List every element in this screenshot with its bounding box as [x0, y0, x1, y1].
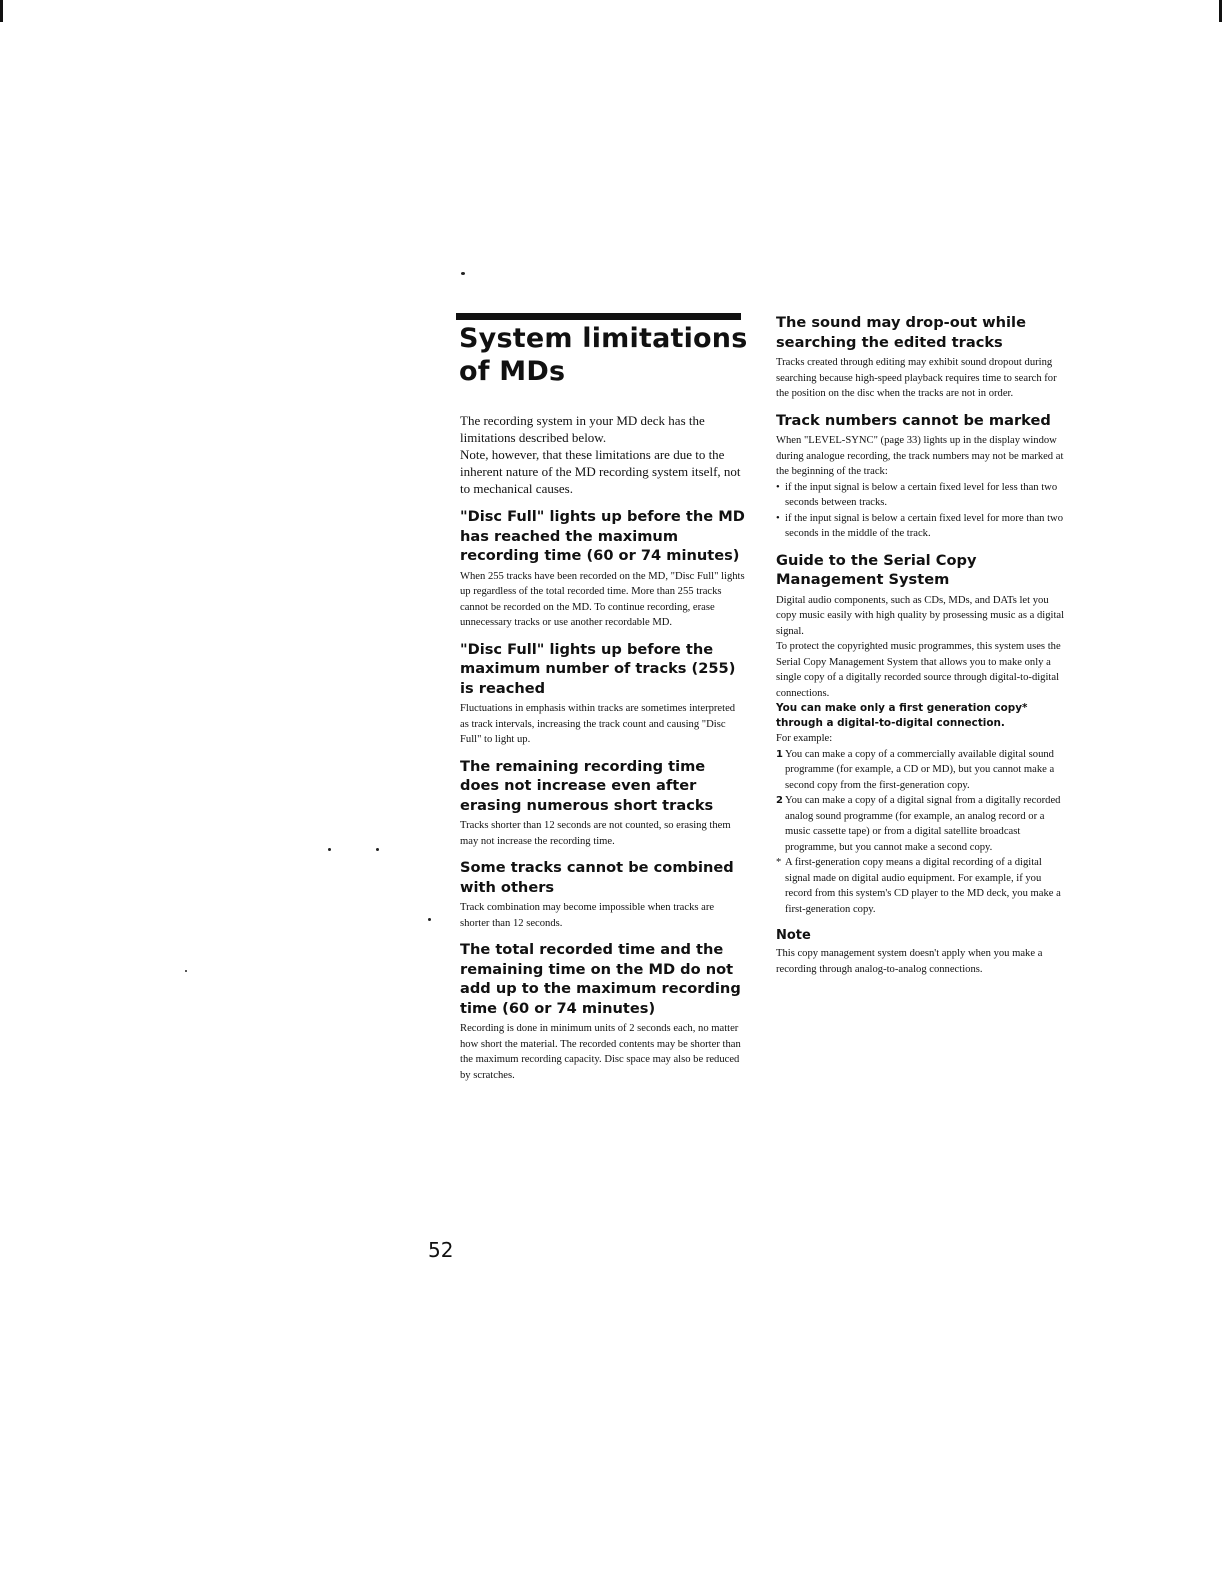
section-heading: The total recorded time and the remaining time on the MD do not add up to the maximum recording time (60 or 74 minutes): [460, 941, 741, 1017]
section-body: [460, 1021, 746, 1083]
footnote-text: A first-generation copy means a digital recording of a digital signal made on digital audio equipment. For example, if you record from this system's CD player to the MD deck, you make a first-generation copy.: [785, 857, 1061, 915]
section-heading: The sound may drop-out while searching the edited tracks: [776, 314, 1026, 351]
footnote-mark: *: [776, 857, 782, 868]
section-body: [460, 900, 746, 931]
section-paragraph: Tracks created through editing may exhibit sound dropout during searching because high-speed playback requires time to search for the position on the disc when the tracks are not in order.: [776, 357, 1057, 399]
item-number: 2: [776, 795, 783, 806]
scan-speck: [428, 918, 431, 921]
bullet-item: • if the input signal is below a certain fixed level for more than two seconds in the middle of the track.: [776, 511, 1066, 542]
scan-edge-mark: [1219, 0, 1222, 22]
note-heading: Note: [776, 928, 811, 943]
page-title: System limitations of MDs: [459, 323, 748, 387]
item-number: 1: [776, 748, 783, 760]
scan-speck: [376, 848, 379, 851]
section-body: [776, 593, 1066, 918]
scan-speck: [185, 970, 187, 972]
section-paragraph: Digital audio components, such as CDs, MDs, and DATs let you copy music easily with high quality by prosessing music as a digital signal.: [776, 594, 1065, 637]
section-paragraph: Track combination may become impossible when tracks are shorter than 12 seconds.: [460, 902, 715, 929]
footnote: [776, 855, 1066, 917]
section-paragraph: Tracks shorter than 12 seconds are not counted, so erasing them may not increase the recording time.: [460, 820, 731, 847]
section-body: [776, 355, 1066, 402]
item-text: You can make a copy of a digital signal from a digitally recorded analog sound programme (for example, an analog record or a music cassette tape) or from a digital satellite broadcast programme, but you cannot make a second copy.: [785, 795, 1061, 853]
title-rule: [456, 313, 741, 320]
bullet-list: [776, 480, 1066, 542]
numbered-list: [776, 747, 1066, 856]
section-body: [460, 569, 746, 631]
section-heading: "Disc Full" lights up before the maximum number of tracks (255) is reached: [460, 640, 736, 697]
for-example-label: For example:: [776, 733, 833, 744]
section-heading: Guide to the Serial Copy Management System: [776, 551, 977, 588]
scan-edge-mark: [0, 0, 3, 22]
section-heading: "Disc Full" lights up before the MD has reached the maximum recording time (60 or 74 minutes): [460, 508, 745, 564]
section-paragraph: When 255 tracks have been recorded on the MD, "Disc Full" lights up regardless of the total recorded time. More than 255 tracks cannot be recorded on the MD. To continue recording, erase unnecessary tracks or use another recordable MD.: [460, 570, 745, 628]
numbered-item: [776, 747, 1066, 794]
section-paragraph: Fluctuations in emphasis within tracks are sometimes interpreted as track intervals, increasing the track count and causing "Disc Full" to light up.: [460, 703, 736, 745]
section-paragraph: Recording is done in minimum units of 2 seconds each, no matter how short the material. The recorded contents may be shorter than the maximum recording capacity. Disc space may also be reduced by scratches.: [460, 1023, 741, 1081]
intro-text: [460, 412, 746, 497]
section-heading: The remaining recording time does not increase even after erasing numerous short tracks: [460, 757, 714, 814]
left-column: [460, 412, 746, 1092]
scan-speck: [328, 848, 331, 851]
intro-paragraph: The recording system in your MD deck has the limitations described below.: [460, 413, 705, 445]
section-paragraph: To protect the copyrighted music programmes, this system uses the Serial Copy Management System that allows you to make only a single copy of a digitally recorded source through digital-to-digital connections.: [776, 641, 1061, 699]
bullet-item: • if the input signal is below a certain fixed level for less than two seconds between tracks.: [776, 480, 1066, 511]
page-number: 52: [428, 1238, 454, 1262]
numbered-item: [776, 793, 1066, 855]
intro-paragraph: Note, however, that these limitations are due to the inherent nature of the MD recording system itself, not to mechanical causes.: [460, 447, 741, 496]
section-body: [776, 433, 1066, 542]
note-paragraph: This copy management system doesn't apply when you make a recording through analog-to-analog connections.: [776, 948, 1043, 975]
section-heading: Some tracks cannot be combined with others: [460, 859, 734, 896]
note-body: [776, 946, 1066, 977]
section-body: [460, 701, 746, 748]
right-column: [776, 313, 1066, 986]
section-body: [460, 818, 746, 849]
item-text: You can make a copy of a commercially available digital sound programme (for example, a CD or MD), but you cannot make a second copy from the first-generation copy.: [785, 748, 1055, 791]
scan-speck: [461, 272, 465, 275]
section-heading: Track numbers cannot be marked: [776, 411, 1051, 429]
section-paragraph: When "LEVEL-SYNC" (page 33) lights up in the display window during analogue recording, the track numbers may not be marked at the beginning of the track:: [776, 435, 1064, 477]
emphasis-statement: You can make only a first generation copy* through a digital-to-digital connection.: [776, 702, 1028, 729]
